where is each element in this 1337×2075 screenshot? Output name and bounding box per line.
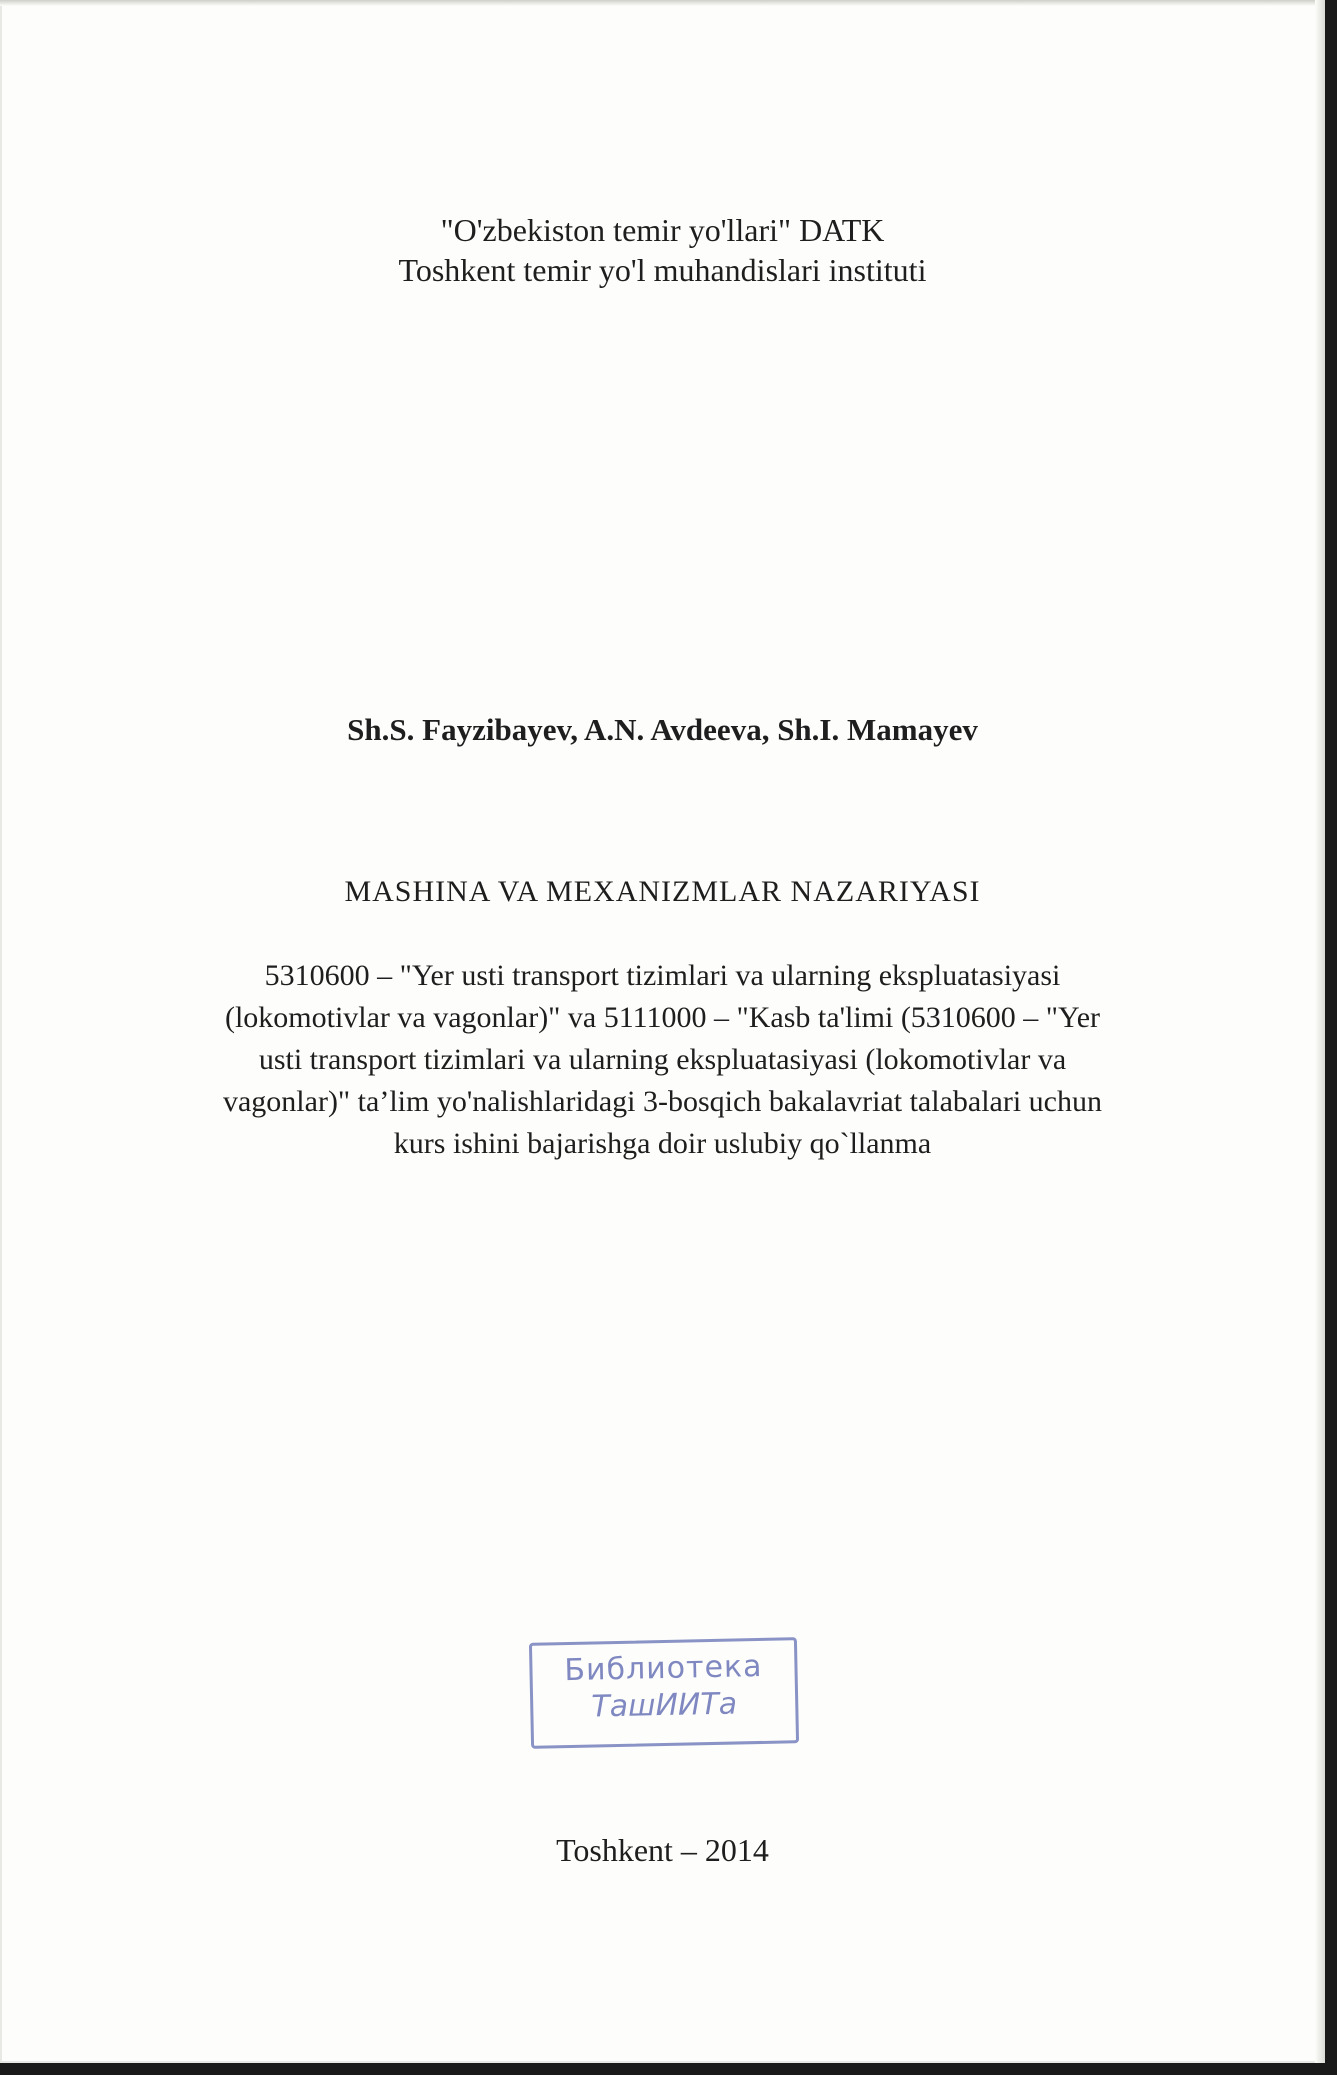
description-line: 5310600 – "Yer usti transport tizimlari va ularning ekspluatasiyasi xyxy=(264,959,1061,992)
library-stamp xyxy=(529,1637,799,1749)
description-line: kurs ishini bajarishga doir uslubiy qo`llanma xyxy=(393,1127,932,1160)
book-title: MASHINA VA MEXANIZMLAR NAZARIYASI xyxy=(344,875,981,908)
institution-line-2: Toshkent temir yo'l muhandislari instituti xyxy=(398,252,927,288)
description-line: vagonlar)" ta’lim yo'nalishlaridagi 3-bosqich bakalavriat talabalari uchun xyxy=(222,1085,1102,1118)
stamp-line-1: Библиотека xyxy=(564,1648,763,1689)
institution-header xyxy=(0,210,1325,290)
description-line: usti transport tizimlari va ularning ekspluatasiyasi (lokomotivlar va xyxy=(258,1043,1067,1076)
description-line: (lokomotivlar va vagonlar)" va 5111000 – "Kasb ta'limi (5310600 – "Yer xyxy=(224,1001,1101,1034)
description xyxy=(100,955,1225,1165)
city-year: Toshkent – 2014 xyxy=(556,1832,769,1868)
authors: Sh.S. Fayzibayev, A.N. Avdeeva, Sh.I. Mamayev xyxy=(347,712,978,747)
scan-edge-top xyxy=(0,0,1325,6)
scan-edge-right xyxy=(1315,0,1325,2063)
stamp-line-2: ТашИИТа xyxy=(591,1686,738,1725)
institution-line-1: "O'zbekiston temir yo'llari" DATK xyxy=(440,212,885,248)
